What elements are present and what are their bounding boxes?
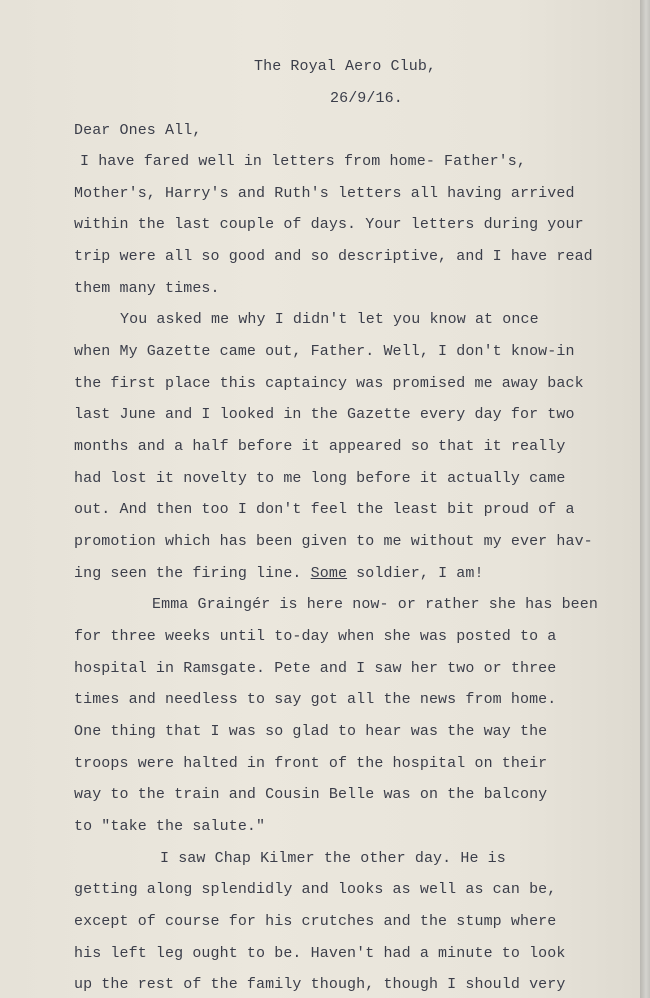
letter-line: You asked me why I didn't let you know at once: [120, 311, 539, 328]
letter-line: hospital in Ramsgate. Pete and I saw her two or three: [74, 660, 557, 677]
letter-line: Emma Graingér is here now- or rather she has been: [152, 596, 598, 613]
letter-line: last June and I looked in the Gazette every day for two: [74, 406, 575, 423]
letter-line: promotion which has been given to me without my ever hav-: [74, 533, 593, 550]
letter-line: them many times.: [74, 280, 220, 297]
letter-line: way to the train and Cousin Belle was on the balcony: [74, 786, 548, 803]
letter-line: One thing that I was so glad to hear was the way the: [74, 723, 548, 740]
letter-line: except of course for his crutches and the stump where: [74, 913, 557, 930]
letter-line: within the last couple of days. Your letters during your: [74, 216, 584, 233]
letter-line: up the rest of the family though, though I should very: [74, 976, 566, 993]
underlined-word: Some: [310, 565, 348, 582]
letter-line: had lost it novelty to me long before it actually came: [74, 470, 566, 487]
letter-line: I have fared well in letters from home- Father's,: [80, 153, 526, 170]
letter-line: I saw Chap Kilmer the other day. He is: [160, 850, 506, 867]
letter-line: to "take the salute.": [74, 818, 266, 835]
letterhead: The Royal Aero Club,: [254, 58, 437, 75]
letter-line: for three weeks until to-day when she was posted to a: [74, 628, 557, 645]
letter-line: times and needless to say got all the news from home.: [74, 691, 557, 708]
letter-line: when My Gazette came out, Father. Well, I don't know-in: [74, 343, 575, 360]
letter-date: 26/9/16.: [330, 90, 403, 107]
letter-line: Mother's, Harry's and Ruth's letters all having arrived: [74, 185, 575, 202]
letter-line: [74, 565, 484, 583]
letter-line: getting along splendidly and looks as well as can be,: [74, 881, 557, 898]
letter-line: months and a half before it appeared so that it really: [74, 438, 566, 455]
salutation: Dear Ones All,: [74, 122, 202, 139]
letter-line: his left leg ought to be. Haven't had a minute to look: [74, 945, 566, 962]
letter-line: out. And then too I don't feel the least bit proud of a: [74, 501, 575, 518]
letter-line: the first place this captaincy was promised me away back: [74, 375, 584, 392]
letter-line: troops were halted in front of the hospital on their: [74, 755, 548, 772]
line-text: soldier, I am!: [347, 565, 484, 582]
line-text: ing seen the firing line.: [74, 565, 302, 582]
page-edge: [640, 0, 650, 998]
letter-line: trip were all so good and so descriptive, and I have read: [74, 248, 593, 265]
